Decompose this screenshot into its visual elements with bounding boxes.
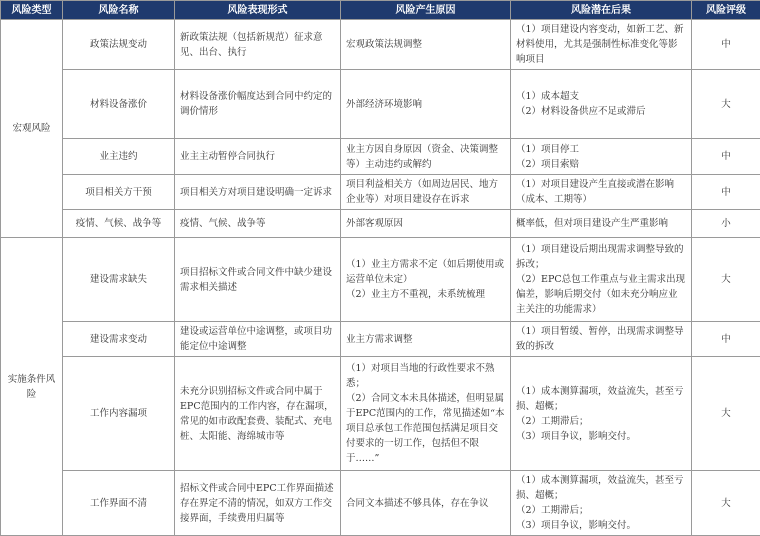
risk-name: 工作界面不清 [63, 471, 175, 536]
risk-name: 建设需求缺失 [63, 238, 175, 322]
risk-cause: 外部经济环境影响 [341, 70, 511, 139]
risk-name: 政策法规变动 [63, 20, 175, 70]
risk-form: 建设或运营单位中途调整，或项目功能定位中途调整 [175, 322, 341, 357]
header-row [1, 1, 760, 20]
risk-cause-text: （1）对项目当地的行政性要求不熟悉； （2）合同文本未具体描述，但明显属于EPC范围内的工作，常见描述如“本项目总承包工作范围包括满足项目交付要求的一切工作，包括但不限于……” [346, 363, 504, 464]
risk-result [511, 238, 692, 322]
risk-name: 疫情、气候、战争等 [63, 210, 175, 238]
risk-name: 项目相关方干预 [63, 175, 175, 210]
header-risk-result: 风险潜在后果 [511, 1, 692, 20]
risk-result [511, 139, 692, 175]
header-risk-cause: 风险产生原因 [341, 1, 511, 20]
risk-cause: 业主方需求调整 [341, 322, 511, 357]
risk-result [511, 471, 692, 536]
risk-level: 小 [692, 210, 760, 238]
risk-form: 未充分识别招标文件或合同中属于EPC范围内的工作内容，存在漏项，常见的如市政配套费、装配式、充电桩、太阳能、海绵城市等 [175, 357, 341, 471]
risk-form: 疫情、气候、战争等 [175, 210, 341, 238]
risk-result-text: （1）成本超支 （2）材料设备供应不足或滞后 [516, 91, 646, 117]
risk-form: 项目招标文件或合同文件中缺少建设需求相关描述 [175, 238, 341, 322]
table-row [1, 175, 760, 210]
risk-result: （1）项目暂缓、暂停，出现需求调整导致的拆改 [511, 322, 692, 357]
risk-level: 中 [692, 139, 760, 175]
risk-form: 业主主动暂停合同执行 [175, 139, 341, 175]
header-risk-form: 风险表现形式 [175, 1, 341, 20]
table-row [1, 471, 760, 536]
risk-name: 建设需求变动 [63, 322, 175, 357]
category-implementation: 实施条件风险 [1, 238, 63, 536]
table-row [1, 139, 760, 175]
risk-level: 大 [692, 70, 760, 139]
risk-name: 业主违约 [63, 139, 175, 175]
risk-result-text: （1）成本测算漏项，效益流失，甚至亏损、超概； （2）工期滞后； （3）项目争议，影响交付。 [516, 475, 684, 531]
risk-level: 大 [692, 238, 760, 322]
risk-form: 材料设备涨价幅度达到合同中约定的调价情形 [175, 70, 341, 139]
risk-result: （1）对项目建设产生直接或潜在影响（成本、工期等） [511, 175, 692, 210]
risk-level: 中 [692, 322, 760, 357]
risk-result [511, 70, 692, 139]
header-risk-level: 风险评级 [692, 1, 760, 20]
risk-name: 工作内容漏项 [63, 357, 175, 471]
risk-cause [341, 357, 511, 471]
risk-result: （1）项目建设内容变动，如新工艺、新材料使用，尤其是强制性标准变化等影响项目 [511, 20, 692, 70]
table-row [1, 322, 760, 357]
risk-form: 招标文件或合同中EPC工作界面描述存在界定不清的情况，如双方工作交接界面，手续费用归属等 [175, 471, 341, 536]
risk-level: 大 [692, 357, 760, 471]
risk-form: 项目相关方对项目建设明确一定诉求 [175, 175, 341, 210]
risk-result-text: （1）项目停工 （2）项目索赔 [516, 144, 579, 170]
risk-name: 材料设备涨价 [63, 70, 175, 139]
risk-cause: 宏观政策法规调整 [341, 20, 511, 70]
risk-cause: 外部客观原因 [341, 210, 511, 238]
risk-cause-text: （1）业主方需求不定（如后期使用或运营单位未定） （2）业主方不重视，未系统梳理 [346, 259, 504, 300]
table-row [1, 357, 760, 471]
risk-result-text: （1）项目建设后期出现需求调整导致的拆改； （2）EPC总包工作重点与业主需求出现偏差，影响后期交付（如未充分响应业主关注的功能需求） [516, 244, 685, 315]
risk-result-text: （1）成本测算漏项，效益流失，甚至亏损、超概； （2）工期滞后； （3）项目争议，影响交付。 [516, 386, 684, 442]
table-row [1, 210, 760, 238]
risk-cause [341, 238, 511, 322]
table-row [1, 70, 760, 139]
risk-cause: 业主方因自身原因（资金、决策调整等）主动违约或解约 [341, 139, 511, 175]
header-risk-name: 风险名称 [63, 1, 175, 20]
risk-result [511, 357, 692, 471]
risk-form: 新政策法规（包括新规范）征求意见、出台、执行 [175, 20, 341, 70]
table-row [1, 20, 760, 70]
risk-level: 中 [692, 20, 760, 70]
table-row [1, 238, 760, 322]
risk-result: 概率低，但对项目建设产生严重影响 [511, 210, 692, 238]
header-risk-type: 风险类型 [1, 1, 63, 20]
risk-level: 中 [692, 175, 760, 210]
risk-cause: 项目利益相关方（如周边居民、地方企业等）对项目建设存在诉求 [341, 175, 511, 210]
risk-cause: 合同文本描述不够具体，存在争议 [341, 471, 511, 536]
category-macro: 宏观风险 [1, 20, 63, 238]
risk-level: 大 [692, 471, 760, 536]
